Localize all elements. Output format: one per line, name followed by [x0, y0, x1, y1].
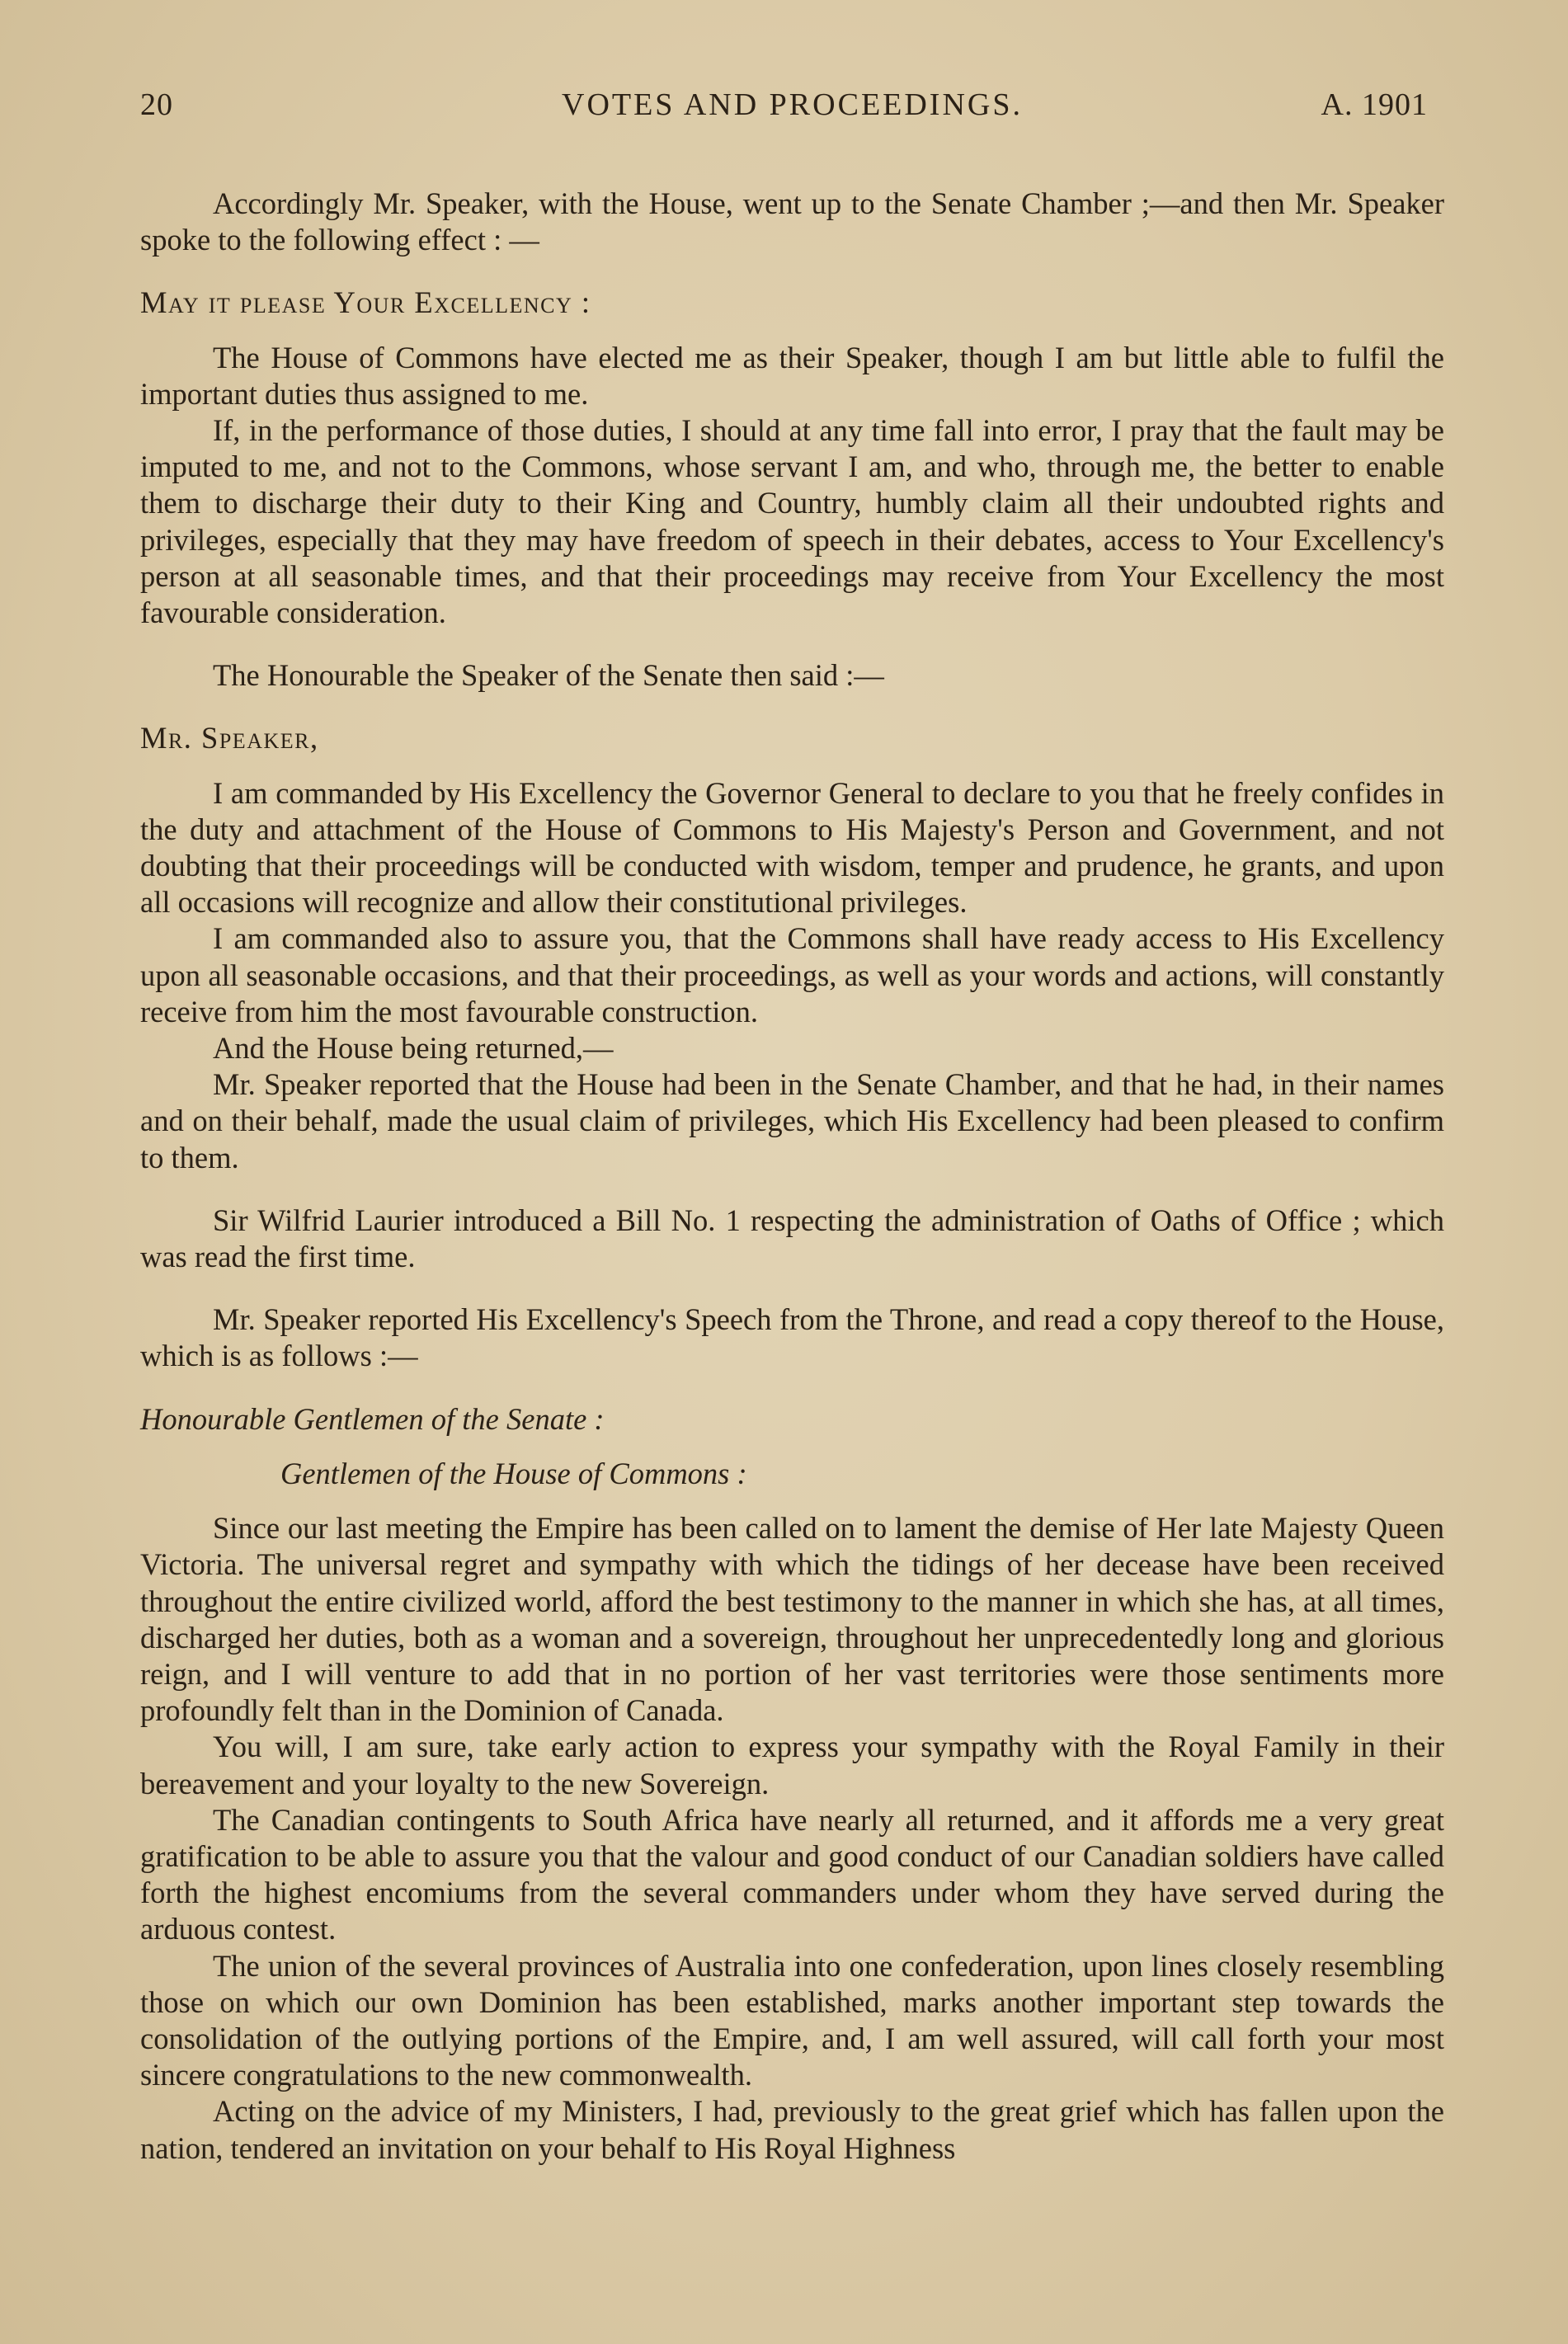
page-year: A. 1901 [1321, 87, 1428, 122]
paragraph: The House of Commons have elected me as their Speaker, though I am but little able to fulfil the important duties thus assigned to me. [140, 340, 1444, 411]
document-body [140, 186, 1444, 2167]
paragraph: Sir Wilfrid Laurier introduced a Bill No. 1 respecting the administration of Oaths of Office ; which was read the first time. [140, 1203, 1444, 1274]
paragraph: Mr. Speaker reported that the House had been in the Senate Chamber, and that he had, in their names and on their behalf, made the usual claim of privileges, which His Excellency had been pleased to confirm to them. [140, 1067, 1444, 1174]
page-header [140, 87, 1444, 144]
paragraph: Acting on the advice of my Ministers, I had, previously to the great grief which has fallen upon the nation, tendered an invitation on your behalf to His Royal Highness [140, 2094, 1444, 2165]
paragraph: And the House being returned,— [213, 1031, 614, 1066]
paragraph: If, in the performance of those duties, I should at any time fall into error, I pray that the fault may be imputed to me, and not to the Commons, whose servant I am, and who, through me, the better to enable them to discharge their duty to their King and Country, humbly claim all their undoubted rights and privileges, especially that they may have freedom of speech in their debates, access to Your Excellency's person at all seasonable times, and that their proceedings may receive from Your Excellency the most favourable consideration. [140, 413, 1444, 630]
paragraph: The Canadian contingents to South Africa have nearly all returned, and it affords me a very great gratification to be able to assure you that the valour and good conduct of our Canadian soldiers have called forth the highest encomiums from the several commanders under whom they have served during the arduous contest. [140, 1802, 1444, 1946]
address-senate: Honourable Gentlemen of the Senate : [140, 1401, 605, 1436]
paragraph: I am commanded by His Excellency the Governor General to declare to you that he freely confides in the duty and attachment of the House of Commons to His Majesty's Person and Government, and not doubting that their proceedings will be conducted with wisdom, temper and prudence, he grants, and upon all occasions will recognize and allow their constitutional privileges. [140, 775, 1444, 920]
page-title: VOTES AND PROCEEDINGS. [562, 87, 1023, 122]
page-number: 20 [140, 87, 173, 122]
salutation-excellency: May it please Your Excellency : [140, 285, 591, 320]
paragraph: The union of the several provinces of Australia into one confederation, upon lines closely resembling those on which our own Dominion has been established, marks another important step towards the consolidation of the outlying portions of the Empire, and, I am well assured, will call forth your most sincere congratulations to the new commonwealth. [140, 1948, 1444, 2092]
paragraph: Since our last meeting the Empire has been called on to lament the demise of Her late Majesty Queen Victoria. The universal regret and sympathy with which the tidings of her decease have been received throughout the entire civilized world, afford the best testimony to the manner in which she has, at all times, discharged her duties, both as a woman and a sovereign, throughout her unprecedentedly long and glorious reign, and I will venture to add that in no portion of her vast territories were those sentiments more profoundly felt than in the Dominion of Canada. [140, 1511, 1444, 1728]
paragraph: Accordingly Mr. Speaker, with the House, went up to the Senate Chamber ;—and then Mr. Speaker spoke to the following effect : — [140, 186, 1444, 257]
paragraph: The Honourable the Speaker of the Senate then said :— [213, 658, 884, 693]
salutation-speaker: Mr. Speaker, [140, 721, 319, 755]
paragraph: You will, I am sure, take early action to express your sympathy with the Royal Family in their bereavement and your loyalty to the new Sovereign. [140, 1730, 1444, 1800]
address-commons: Gentlemen of the House of Commons : [280, 1456, 747, 1490]
paragraph: I am commanded also to assure you, that the Commons shall have ready access to His Excellency upon all seasonable occasions, and that their proceedings, as well as your words and actions, will constantly receive from him the most favourable construction. [140, 921, 1444, 1028]
paragraph: Mr. Speaker reported His Excellency's Speech from the Throne, and read a copy thereof to the House, which is as follows :— [140, 1302, 1444, 1373]
